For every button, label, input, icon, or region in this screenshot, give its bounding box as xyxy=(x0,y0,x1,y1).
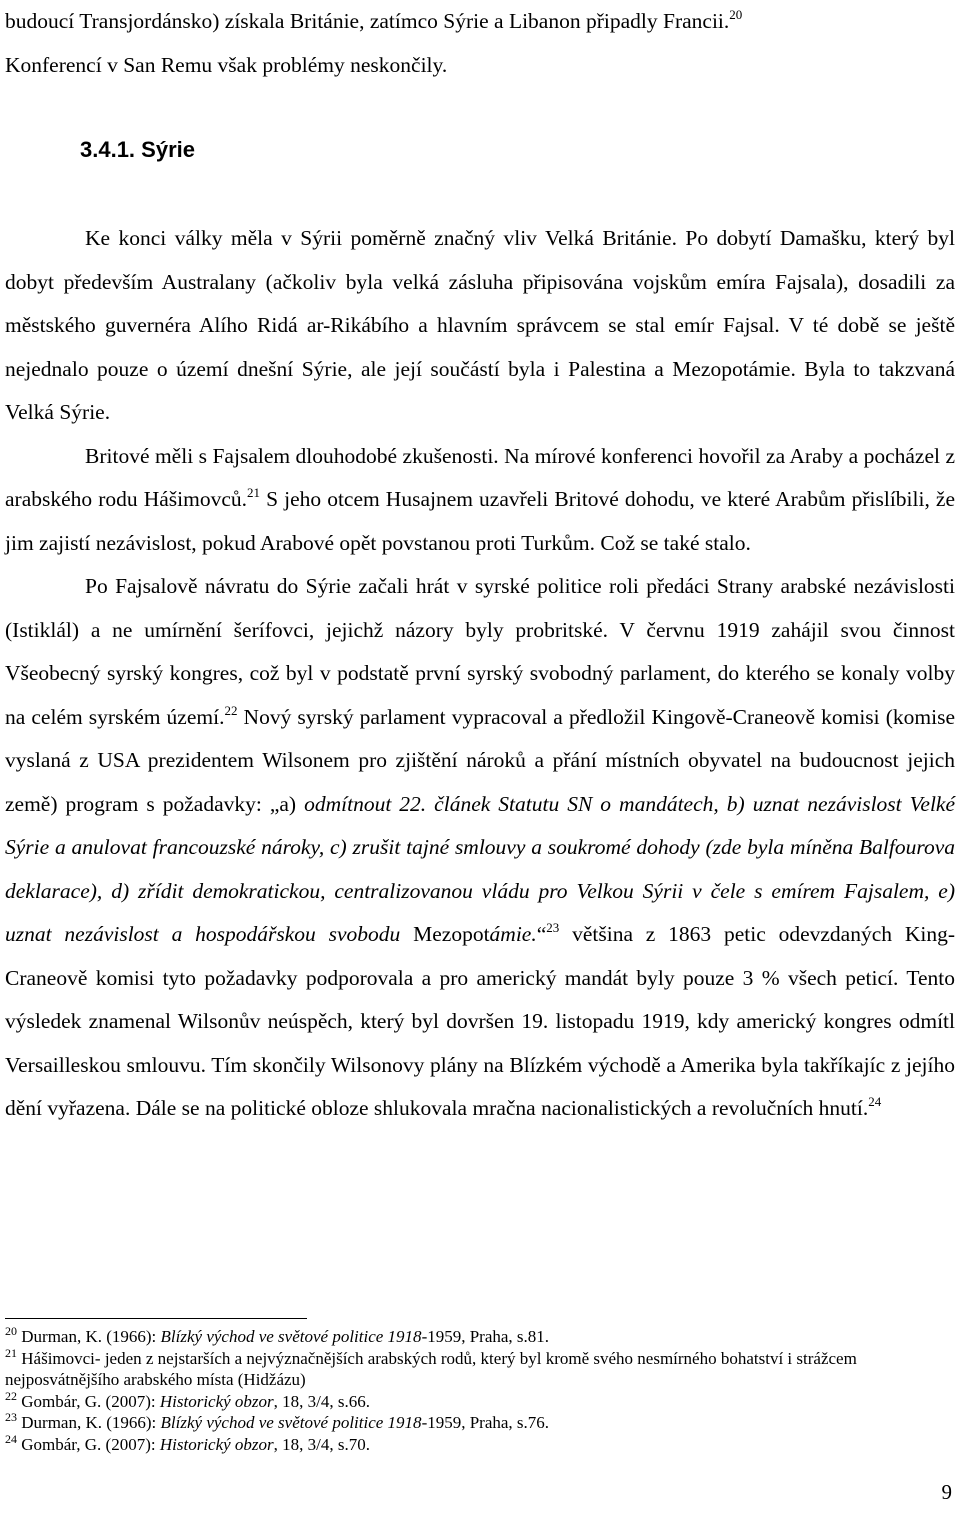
footnote-title: Historický obzor xyxy=(159,1434,274,1454)
footnote-text-end: -1959, Praha, s.81. xyxy=(421,1327,550,1346)
footnote-title: Historický obzor xyxy=(159,1391,274,1411)
footnote-ref-23: 23 xyxy=(546,920,560,935)
footnotes xyxy=(5,1326,955,1455)
paragraph-3-italic-end: ámie. xyxy=(489,922,537,946)
paragraph-1 xyxy=(5,217,955,435)
footnote-ref-20: 20 xyxy=(729,7,743,22)
footnote-number: 23 xyxy=(5,1410,17,1424)
page-number: 9 xyxy=(941,1480,952,1504)
paragraph-2-text-cont: S jeho otcem Husajnem uzavřeli Britové dohodu, ve které Arabům přislíbili, že jim zajistí nezávislost, pokud Arabové opět povstanou proti Turkům. Což se také stalo. xyxy=(5,487,955,555)
footnote-text-end: -1959, Praha, s.76. xyxy=(421,1413,550,1432)
footnote-divider xyxy=(5,1318,307,1319)
intro-text-2: Konferencí v San Remu však problémy neskončily. xyxy=(5,52,448,77)
paragraph-3-text-cont: Nový syrský parlament vypracoval a předložil Kingově-Craneově komisi (komise vyslaná z USA prezidentem Wilsonem pro zjištění nároků a přání místních obyvatel na budoucnost jejich země) program s požadavky: „a) xyxy=(5,704,956,816)
footnote-number: 20 xyxy=(5,1324,17,1338)
section-heading xyxy=(80,128,195,171)
paragraph-2 xyxy=(5,435,955,566)
closing-quote: “ xyxy=(536,922,547,946)
section-number: 3.4.1. xyxy=(80,137,136,162)
footnote-text: Durman, K. (1966): xyxy=(17,1413,161,1432)
paragraph-3-text-cont2: Mezopot xyxy=(400,922,490,946)
footnote-21 xyxy=(5,1345,955,1391)
footnote-text: Gombár, G. (2007): xyxy=(17,1434,160,1454)
footnote-20 xyxy=(5,1326,955,1348)
paragraph-3-text-cont3: většina z 1863 petic odevzdaných King-Craneově komisi tyto požadavky podporovala a pro americký mandát byly pouze 3 % všech peticí. Tento výsledek znamenal Wilsonův neúspěch, který byl dovršen 19. listopadu 1919, kdy americký kongres odmítl Versailleskou smlouvu. Tím skončily Wilsonovy plány na Blízkém východě a Amerika byla takříkajíc z jejího dění vyřazena. Dále se na politické obloze shlukovala mračna nacionalistických a revolučních hnutí. xyxy=(5,922,955,1120)
paragraph-3 xyxy=(5,565,955,1131)
footnote-23 xyxy=(5,1412,955,1434)
footnote-number: 21 xyxy=(5,1345,17,1360)
footnote-text-end: , 18, 3/4, s.70. xyxy=(273,1434,370,1454)
footnote-title: Blízký východ ve světové politice 1918 xyxy=(160,1327,422,1346)
paragraph-3-text: Po Fajsalově návratu do Sýrie začali hrát v syrské politice roli předáci Strany arabské nezávislosti (Istiklál) a ne umírnění šerífovci, jejichž názory byly probritské. V červnu 1919 zahájil svou činnost Všeobecný syrský kongres, což byl v podstatě první syrský svobodný parlament, do kterého se konaly volby na celém syrském území. xyxy=(5,574,955,729)
program-demands-quote: odmítnout 22. článek Statutu SN o mandátech, b) uznat nezávislost Velké Sýrie a anulovat francouzské nároky, c) zrušit tajné smlouvy a soukromé dohody (zde byla míněna Balfourova deklarace), d) zřídit demokratickou, centralizovanou vládu pro Velkou Sýrii v čele s emírem Fajsalem, e) uznat nezávislost a hospodářskou svobodu xyxy=(5,791,955,946)
footnote-number: 22 xyxy=(5,1388,17,1403)
paragraph-2-text: Britové měli s Fajsalem dlouhodobé zkušenosti. Na mírové konferenci hovořil za Araby a pocházel z arabského rodu Hášimovců. xyxy=(5,443,955,511)
footnote-text-end: , 18, 3/4, s.66. xyxy=(273,1391,370,1411)
intro-text: budoucí Transjordánsko) získala Británie, zatímco Sýrie a Libanon připadly Francii. xyxy=(5,9,730,33)
footnote-22 xyxy=(5,1388,955,1413)
section-title: Sýrie xyxy=(141,137,195,162)
intro-paragraph xyxy=(5,0,955,87)
footnote-ref-22: 22 xyxy=(224,702,238,718)
footnote-text: Durman, K. (1966): xyxy=(17,1327,161,1346)
footnote-text: Gombár, G. (2007): xyxy=(17,1391,160,1411)
footnote-24 xyxy=(5,1431,955,1456)
footnote-text: Hášimovci- jeden z nejstarších a nejvýznačnějších arabských rodů, který byl kromě svého nesmírného bohatství i strážcem nejposvátnějšího arabského místa (Hidžázu) xyxy=(5,1348,857,1389)
footnote-ref-21: 21 xyxy=(247,485,261,500)
paragraph-1-text: Ke konci války měla v Sýrii poměrně značný vliv Velká Británie. Po dobytí Damašku, který byl dobyt především Australany (ačkoliv byla velká zásluha připisována vojskům emíra Fajsala), dosadili za městského guvernéra Alího Ridá ar-Rikábího a hlavním správcem se stal emír Fajsal. V té době se ještě nejednalo pouze o území dnešní Sýrie, ale její součástí byla i Palestina a Mezopotámie. Byla to takzvaná Velká Sýrie. xyxy=(5,226,955,424)
footnote-ref-24: 24 xyxy=(868,1094,882,1109)
footnote-title: Blízký východ ve světové politice 1918 xyxy=(160,1413,422,1432)
footnote-number: 24 xyxy=(5,1431,17,1446)
